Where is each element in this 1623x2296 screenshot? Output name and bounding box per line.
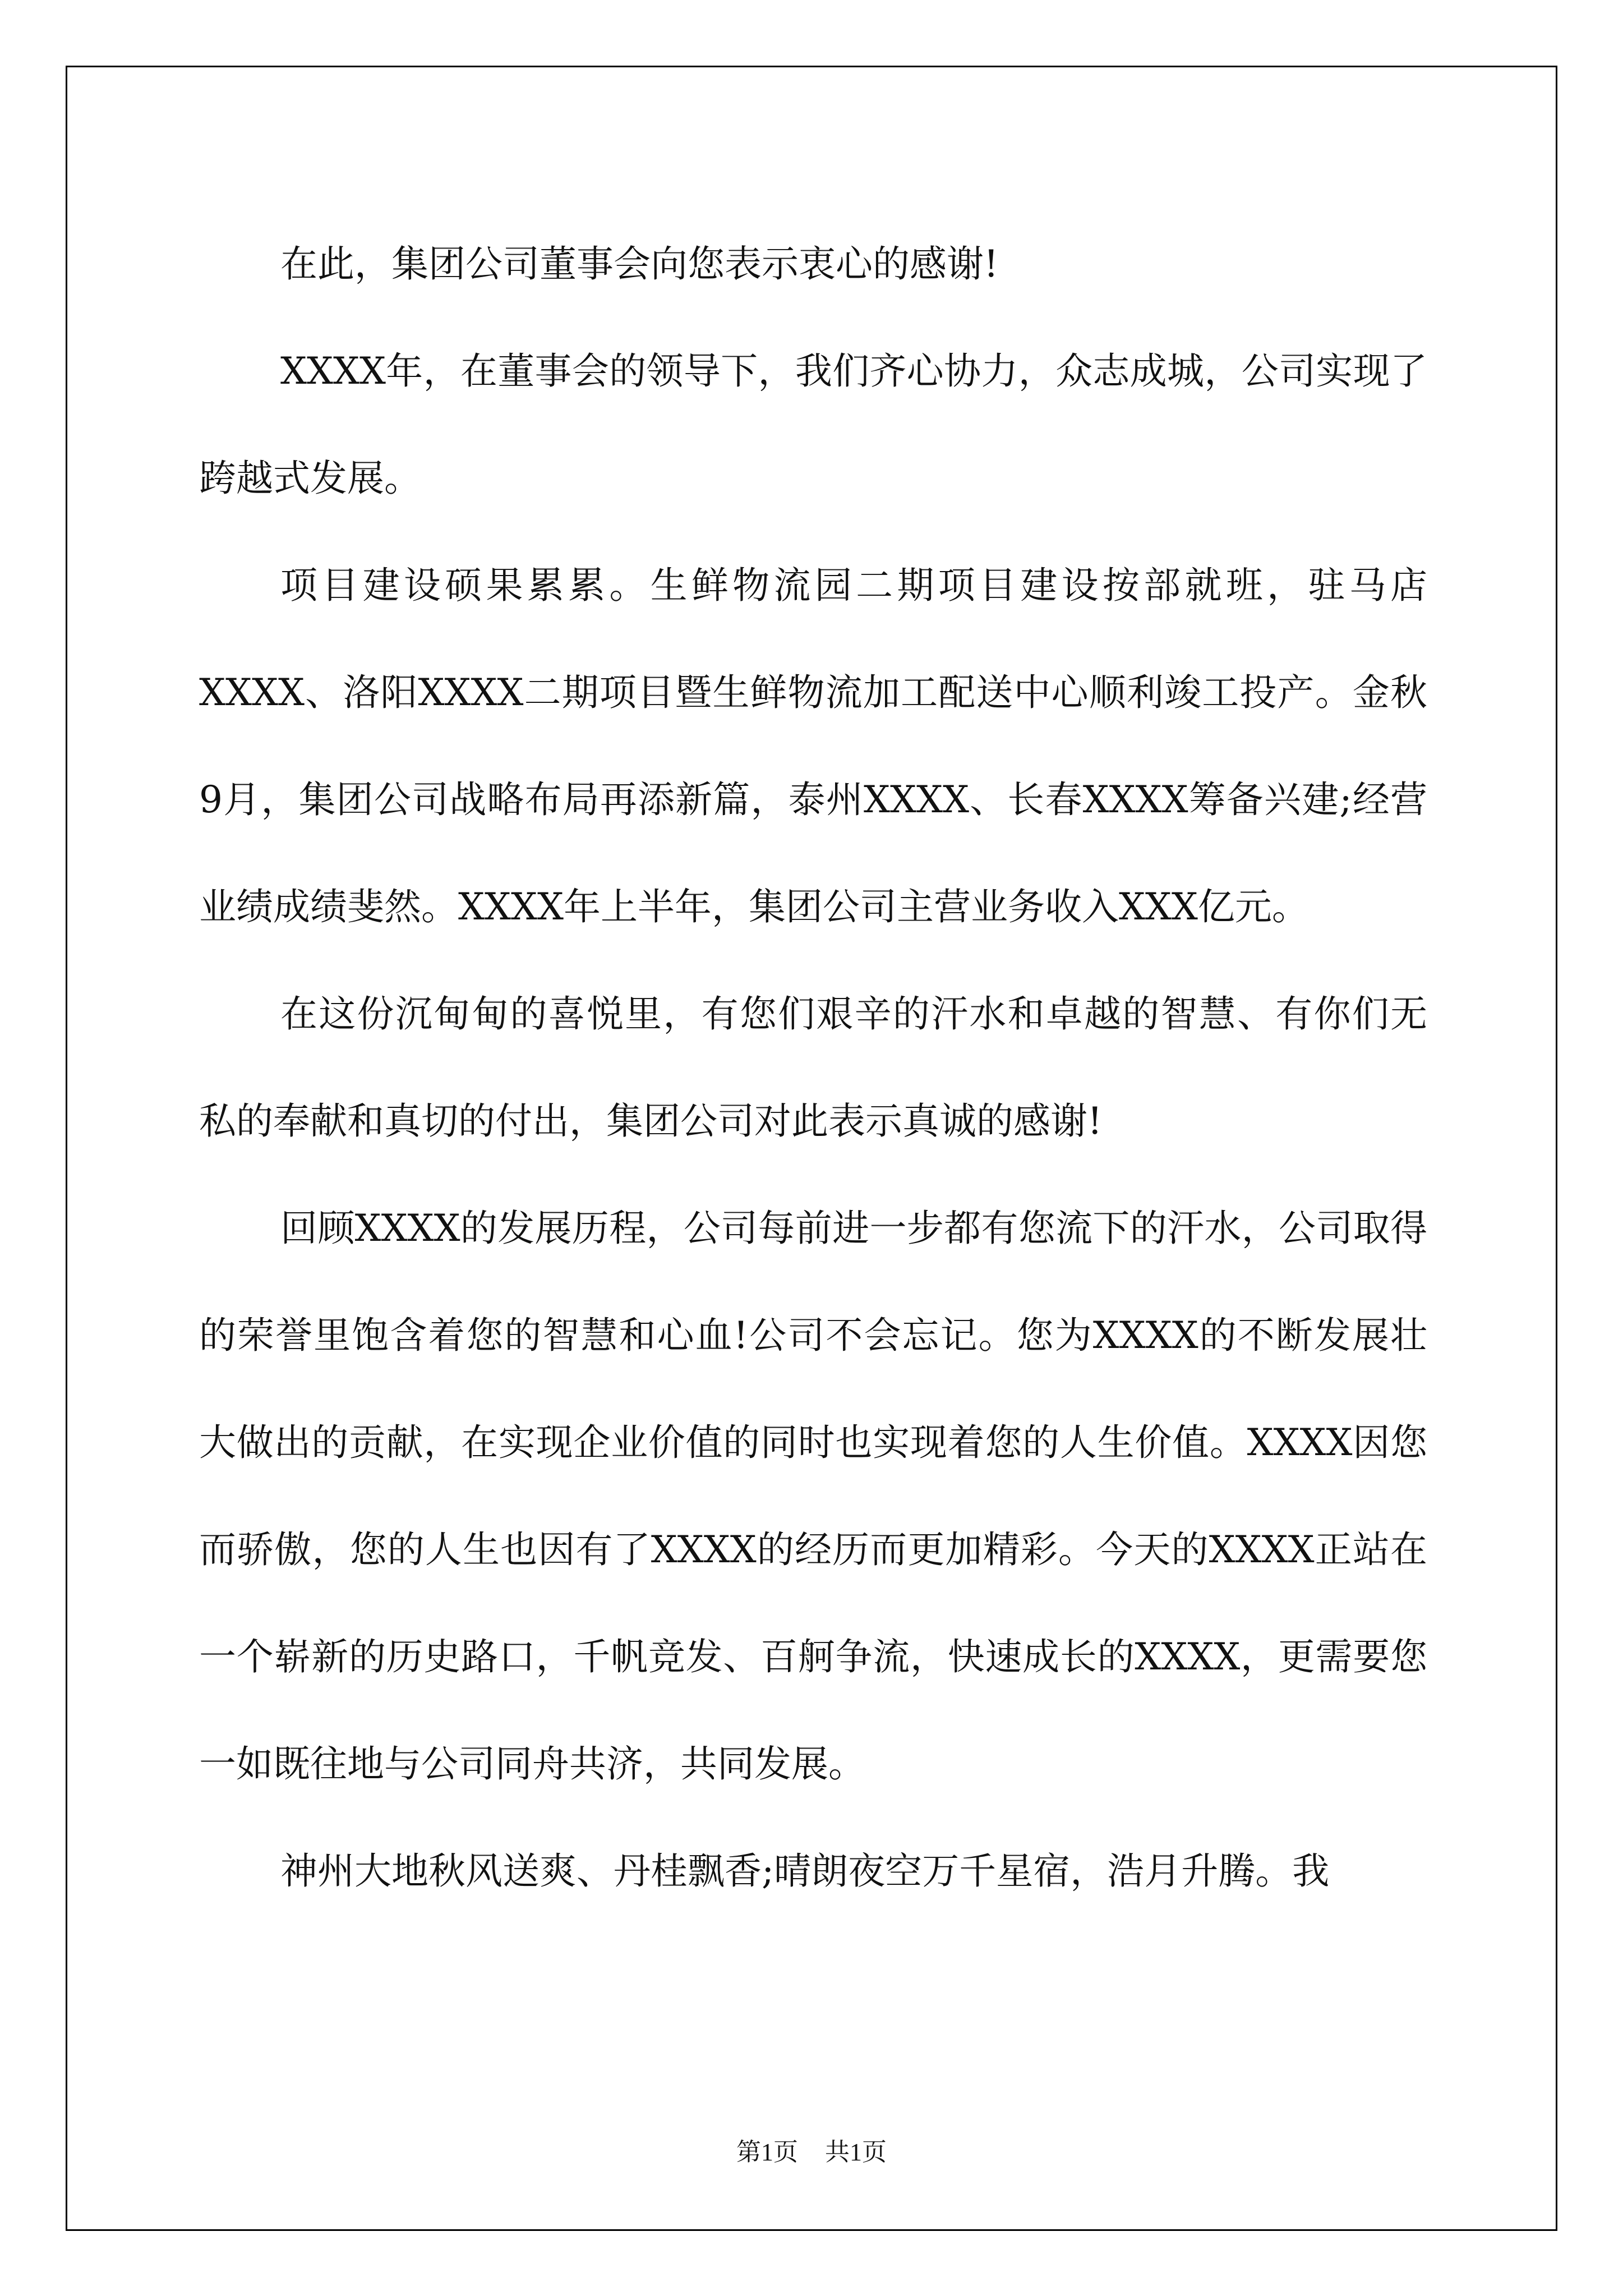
paragraph-year-summary: XXXX年，在董事会的领导下，我们齐心协力，众志成城，公司实现了跨越式发展。 xyxy=(199,349,1427,500)
paragraph-project-results: 项目建设硕果累累。生鲜物流园二期项目建设按部就班，驻马店XXXX、洛阳XXXX二期项目暨生鲜物流加工配送中心顺利竣工投产。金秋9月，集团公司战略布局再添新篇，泰州XXXX、长春XXXX筹备兴建;经营业绩成绩斐然。XXXX年上半年，集团公司主营业务收入XXX亿元。 xyxy=(199,564,1427,928)
paragraph-closing: 神州大地秋风送爽、丹桂飘香;晴朗夜空万千星宿，浩月升腾。我 xyxy=(280,1849,1330,1893)
paragraph-review: 回顾XXXX的发展历程，公司每前进一步都有您流下的汗水，公司取得的荣誉里饱含着您的智慧和心血!公司不会忘记。您为XXXX的不断发展壮大做出的贡献，在实现企业价值的同时也实现着您的人生价值。XXXX因您而骄傲，您的人生也因有了XXXX的经历而更加精彩。今天的XXXX正站在一个崭新的历史路口，千帆竞发、百舸争流，快速成长的XXXX，更需要您一如既往地与公司同舟共济，共同发展。 xyxy=(199,1207,1427,1786)
page-footer xyxy=(0,2132,1623,2168)
document-body xyxy=(199,210,1427,1925)
paragraph-gratitude: 在这份沉甸甸的喜悦里，有您们艰辛的汗水和卓越的智慧、有你们无私的奉献和真切的付出，集团公司对此表示真诚的感谢! xyxy=(199,992,1427,1143)
page-number-current: 第1页 xyxy=(736,2138,798,2166)
page-number-total: 共1页 xyxy=(825,2138,887,2166)
paragraph-thanks: 在此，集团公司董事会向您表示衷心的感谢! xyxy=(280,242,999,286)
